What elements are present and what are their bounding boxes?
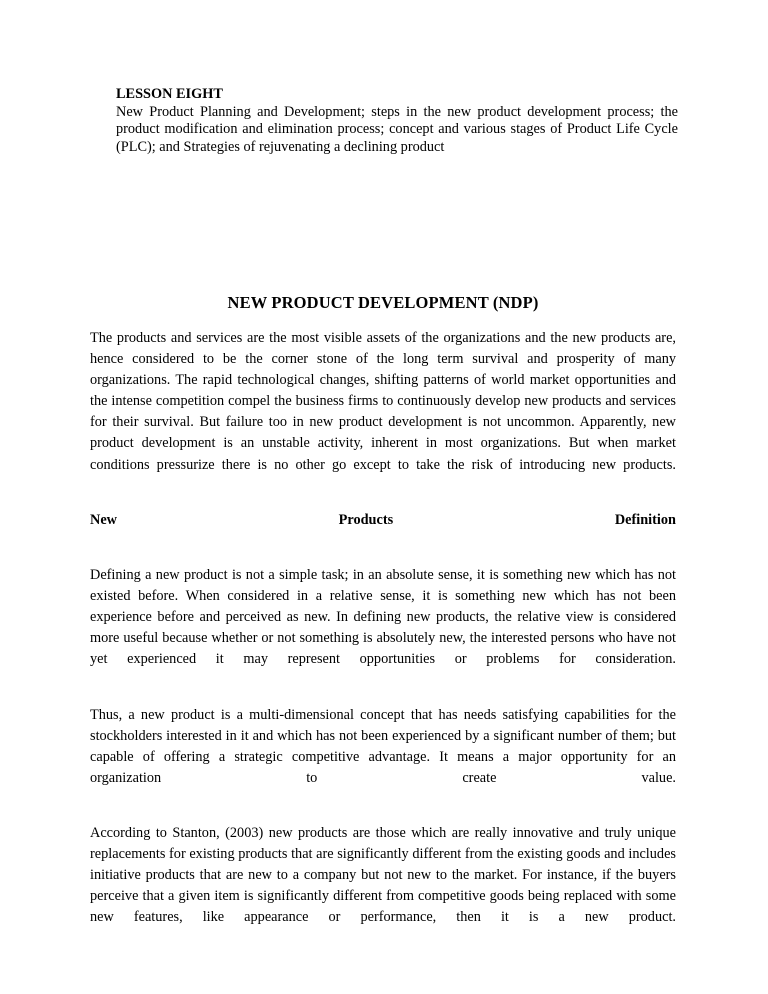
body-paragraph: Defining a new product is not a simple task; in an absolute sense, it is something new which has not existed before. When considered in a relative sense, it is something new which has not been experience before and perceived as new. In defining new products, the relative view is considered more useful because whether or not something is absolutely new, the interested persons who have not yet experienced it may represent opportunities or problems for consideration. bbox=[90, 566, 676, 668]
document-body bbox=[90, 328, 676, 950]
lesson-header-block bbox=[116, 86, 678, 156]
body-paragraph: Thus, a new product is a multi-dimensional concept that has needs satisfying capabilities for the stockholders interested in it and which has not been experienced by a significant number of them; but capable of offering a strategic competitive advantage. It means a major opportunity for an organization to create value. bbox=[90, 706, 676, 786]
section-heading-new-products-definition: New Products Definition bbox=[90, 511, 676, 528]
body-paragraph: According to Stanton, (2003) new products are those which are really innovative and truly unique replacements for existing products that are significantly different from the existing goods and includes initiative products that are new to a company but not new to the market. For instance, if the buyers perceive that a given item is significantly different from competitive goods being replaced with some new features, like appearance or performance, then it is a new product. bbox=[90, 824, 676, 926]
intro-paragraph: The products and services are the most visible assets of the organizations and the new products are, hence considered to be the corner stone of the long term survival and prosperity of many organizations. The rapid technological changes, shifting patterns of world market opportunities and the intense competition compel the business firms to continuously develop new products and services for their survival. But failure too in new product development is not uncommon. Apparently, new product development is an unstable activity, inherent in most organizations. But when market conditions pressurize there is no other go except to take the risk of introducing new products. bbox=[90, 330, 676, 473]
lesson-number-heading: LESSON EIGHT bbox=[116, 86, 223, 102]
page-title: NEW PRODUCT DEVELOPMENT (NDP) bbox=[227, 293, 539, 312]
lesson-description: New Product Planning and Development; steps in the new product development process; the product modification and elimination process; concept and various stages of Product Life Cycle (PLC); and Strategies of rejuvenating a declining product bbox=[116, 103, 678, 155]
